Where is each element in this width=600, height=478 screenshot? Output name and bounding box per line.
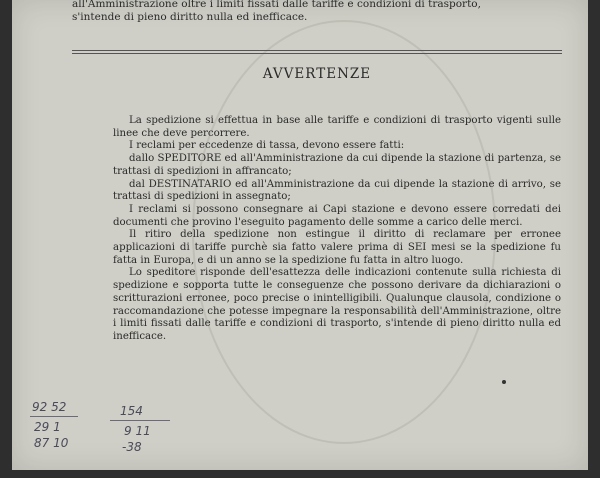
paragraph: dal DESTINATARIO ed all'Amministrazione da cui dipende la stazione di arrivo, se trattasi di spedizioni in assegnato; xyxy=(113,178,561,203)
handwritten-note: 87 10 xyxy=(34,436,69,450)
handwritten-note: 29 1 xyxy=(34,420,61,434)
handwritten-underline xyxy=(30,416,78,417)
handwritten-note: 92 52 xyxy=(32,400,67,414)
handwritten-note: -38 xyxy=(122,440,142,454)
top-fragment-line-1: all'Amministrazione oltre i limiti fissati dalle tariffe e condizioni di trasporto, xyxy=(72,0,481,10)
notice-body xyxy=(113,115,561,344)
paragraph: I reclami si possono consegnare ai Capi stazione e devono essere corredati dei documenti che provino l'eseguito pagamento delle somme a carico delle merci. xyxy=(113,203,561,228)
divider-rule-top xyxy=(72,50,562,51)
top-fragment-line-2: s'intende di pieno diritto nulla ed inefficace. xyxy=(72,11,308,23)
heading-avvertenze: AVVERTENZE xyxy=(262,66,372,82)
top-text-fragment xyxy=(72,0,562,24)
paragraph: I reclami per eccedenze di tassa, devono essere fatti: xyxy=(129,140,405,152)
document-sheet xyxy=(12,0,588,470)
paragraph: Lo speditore risponde dell'esattezza delle indicazioni contenute sulla richiesta di spedizione e sopporta tutte le conseguenze che possono derivare da dichiarazioni o scritturazioni erronee, poco precise o inintelligibili. Qualunque clausola, condizione o raccomandazione che potesse impegnare la responsabilità dell'Amministrazione, oltre i limiti fissati dalle tariffe e condizioni di trasporto, s'intende di pieno diritto nulla ed inefficace. xyxy=(113,267,561,342)
divider-rule-bottom xyxy=(72,53,562,54)
handwritten-note: 9 11 xyxy=(124,424,151,438)
handwritten-underline xyxy=(110,420,170,421)
paragraph: dallo SPEDITORE ed all'Amministrazione da cui dipende la stazione di partenza, se trattasi di spedizioni in affrancato; xyxy=(113,153,561,177)
paragraph: La spedizione si effettua in base alle tariffe e condizioni di trasporto vigenti sulle linee che deve percorrere. xyxy=(113,115,561,139)
handwritten-note: 154 xyxy=(120,404,143,418)
ink-dot xyxy=(502,380,506,384)
paragraph: Il ritiro della spedizione non estingue il diritto di reclamare per erronee applicazioni di tariffe purchè sia fatto valere prima di SEI mesi se la spedizione fu fatta in Europa, e di un anno se la spedizione fu fatta in altro luogo. xyxy=(113,229,561,266)
